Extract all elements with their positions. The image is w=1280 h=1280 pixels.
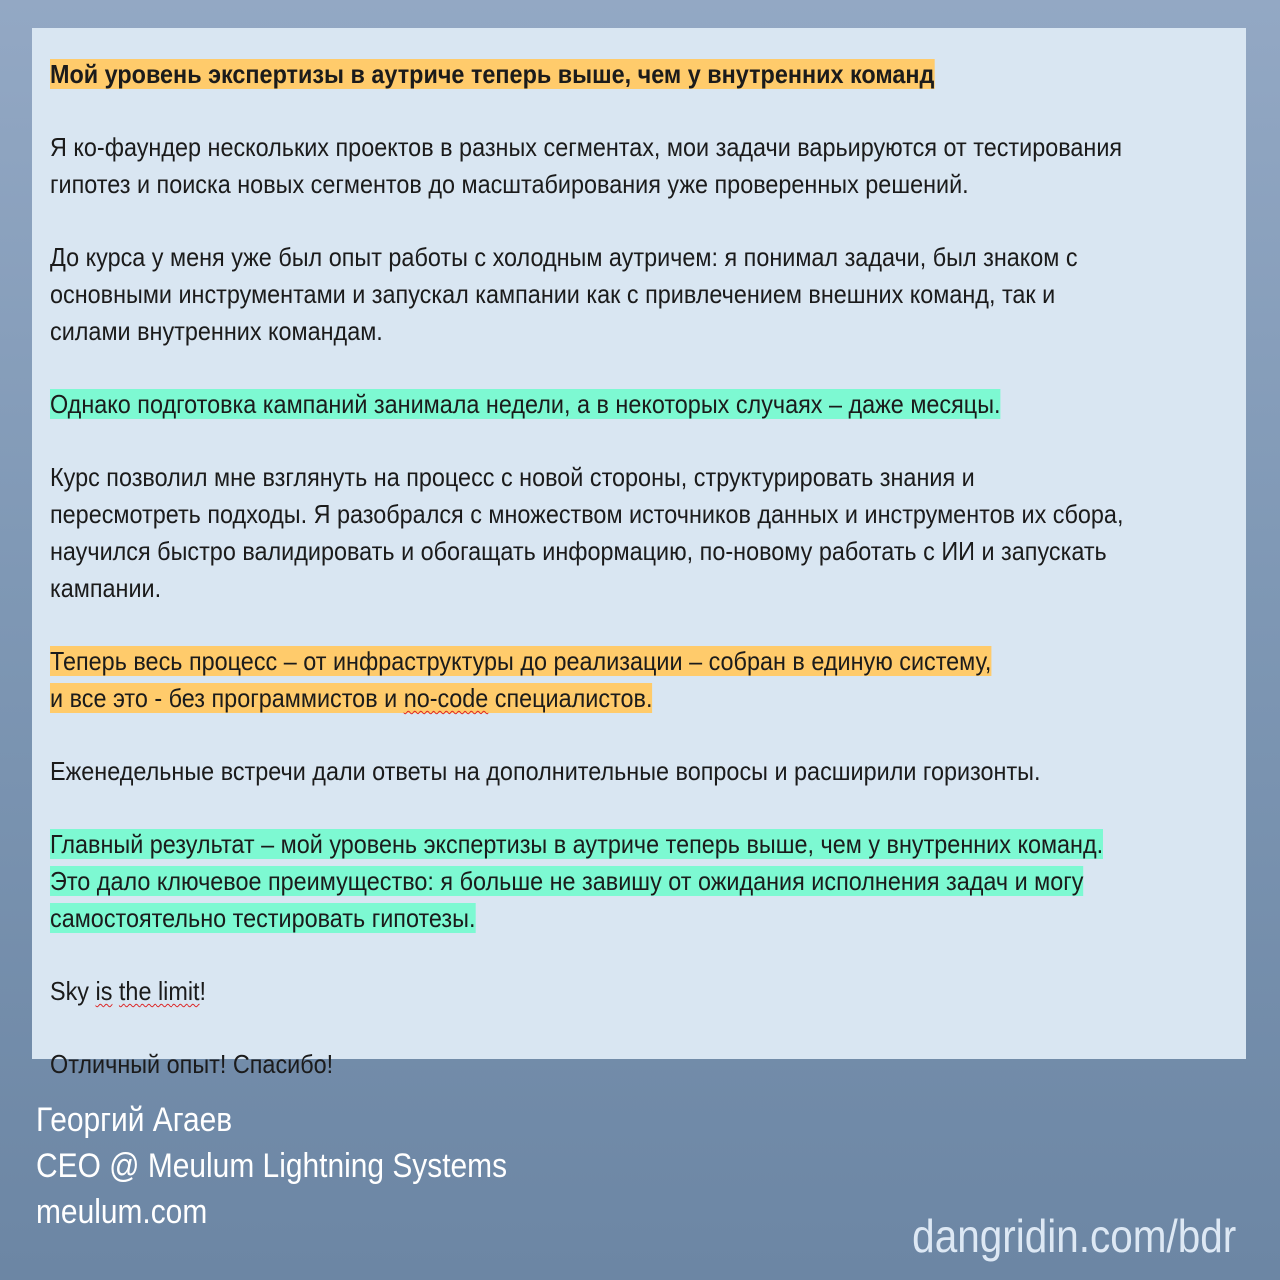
paragraph-thanks: Отличный опыт! Спасибо! (50, 1049, 334, 1079)
source-link: dangridin.com/bdr (911, 1210, 1236, 1262)
title-highlight: Мой уровень экспертизы в аутриче теперь выше, чем у внутренних команд (50, 59, 935, 89)
paragraph-sky (50, 973, 1126, 1010)
author-block (36, 1097, 507, 1235)
author-name: Георгий Агаев (36, 1101, 233, 1139)
paragraph-background: До курса у меня уже был опыт работы с холодным аутричем: я понимал задачи, был знаком с основными инструментами и запускал кампании как с привлечением внешних команд, так и силами внутренних командам. (50, 242, 1078, 346)
problem-highlight: Однако подготовка кампаний занимала недели, а в некоторых случаях – даже месяцы. (50, 389, 1001, 419)
result-highlight-line1: Главный результат – мой уровень экспертизы в аутриче теперь выше, чем у внутренних команд. (50, 829, 1104, 859)
system-highlight-line2 (50, 683, 652, 713)
paragraph-intro: Я ко-фаундер нескольких проектов в разных сегментах, мои задачи варьируются от тестирования гипотез и поиска новых сегментов до масштабирования уже проверенных решений. (50, 132, 1123, 199)
paragraph-meetings: Еженедельные встречи дали ответы на дополнительные вопросы и расширили горизонты. (50, 756, 1041, 786)
result-highlight-line3: самостоятельно тестировать гипотезы. (50, 903, 476, 933)
paragraph-system (50, 643, 1126, 717)
testimonial-title (50, 56, 1126, 93)
result-highlight-line2: Это дало ключевое преимущество: я больше не завишу от ожидания исполнения задач и могу (50, 866, 1084, 896)
system-text-c: специалистов. (488, 683, 653, 713)
sky-text-end: ! (199, 976, 207, 1006)
author-site: meulum.com (36, 1193, 208, 1231)
author-role: CEO @ Meulum Lightning Systems (36, 1147, 508, 1185)
paragraph-course: Курс позволил мне взглянуть на процесс с новой стороны, структурировать знания и пересмотреть подходы. Я разобрался с множеством источников данных и инструментов их сбора, научился быстро валидировать и обогащать информацию, по-новому работать с ИИ и запускать кампании. (50, 462, 1124, 603)
system-highlight-line1: Теперь весь процесс – от инфраструктуры до реализации – собран в единую систему, (50, 646, 992, 676)
system-text-a: и все это - без программистов и (50, 683, 404, 713)
sky-words-the-limit: the limit (118, 976, 200, 1006)
sky-word-is: is (95, 976, 113, 1006)
testimonial-card (32, 28, 1246, 1079)
sky-text-a: Sky (50, 976, 96, 1006)
paragraph-result (50, 826, 1126, 937)
no-code-term: no-code (403, 683, 489, 713)
paragraph-problem (50, 386, 1126, 423)
